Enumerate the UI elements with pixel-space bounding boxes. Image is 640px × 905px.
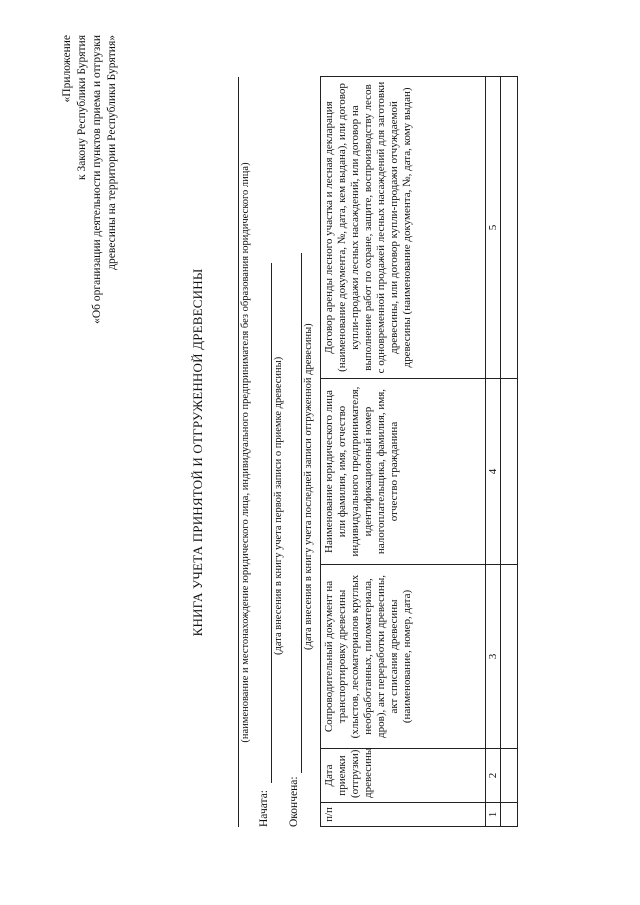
empty-cell: [501, 803, 518, 827]
end-caption: (дата внесения в книгу учета последней записи отгруженной древесины): [303, 323, 314, 650]
table-empty-row: [501, 77, 518, 827]
header-cell: Дата приемки (отгрузки) древесины: [321, 749, 486, 803]
number-cell: 4: [486, 379, 501, 565]
org-line: [238, 77, 239, 827]
number-cell: 1: [486, 803, 501, 827]
start-label: Начата:: [258, 789, 270, 827]
header-cell: Наименование юридического лица или фамилия, имя, отчество индивидуального предпринимателя, идентификационный номер налогоплательщика, фамилия, имя, отчество гражданина: [321, 379, 486, 565]
end-line: [301, 253, 302, 773]
start-caption: (дата внесения в книгу учета первой записи о приемке древесины): [273, 356, 284, 655]
empty-cell: [501, 565, 518, 749]
empty-cell: [501, 77, 518, 379]
end-label: Окончена:: [288, 776, 300, 827]
record-table: [320, 76, 518, 827]
document-title: КНИГА УЧЕТА ПРИНЯТОЙ И ОТГРУЖЕННОЙ ДРЕВЕСИНЫ: [190, 268, 205, 637]
header-cell: Сопроводительный документ на транспортировку древесины (хлыстов, лесоматериалов круглых необработанных, пиломатериала, дров), акт переработки древесины, акт списания древесины (наименование, номер, дата): [321, 565, 486, 749]
number-cell: 2: [486, 749, 501, 803]
header-cell: п/п: [321, 803, 486, 827]
empty-cell: [501, 749, 518, 803]
appendix-line-3: «Об организации деятельности пунктов приема и отгрузки: [91, 35, 103, 324]
header-cell: Договор аренды лесного участка и лесная декларация (наименование документа, №, дата, кем выдана), или договор купли-продажи лесных насаждений, или договор на выполнение работ по охране, защите, воспроизводству лесов с одновременной продажей лесных насаждений для заготовки древесины, или договор купли-продажи отчуждаемой древесины (наименование документа, №, дата, кому выдан): [321, 77, 486, 379]
number-cell: 5: [486, 77, 501, 379]
appendix-line-4: древесины на территории Республики Бурятия»: [106, 35, 118, 270]
empty-cell: [501, 379, 518, 565]
table-number-row: [486, 77, 501, 827]
appendix-line-2: к Закону Республики Бурятия: [76, 35, 88, 181]
org-caption: (наименование и местонахождение юридического лица, индивидуального предпринимателя без образования юридического лица): [240, 162, 251, 743]
number-cell: 3: [486, 565, 501, 749]
start-line: [271, 263, 272, 783]
appendix-line-1: «Приложение: [61, 35, 73, 103]
table-header-row: [321, 77, 486, 827]
